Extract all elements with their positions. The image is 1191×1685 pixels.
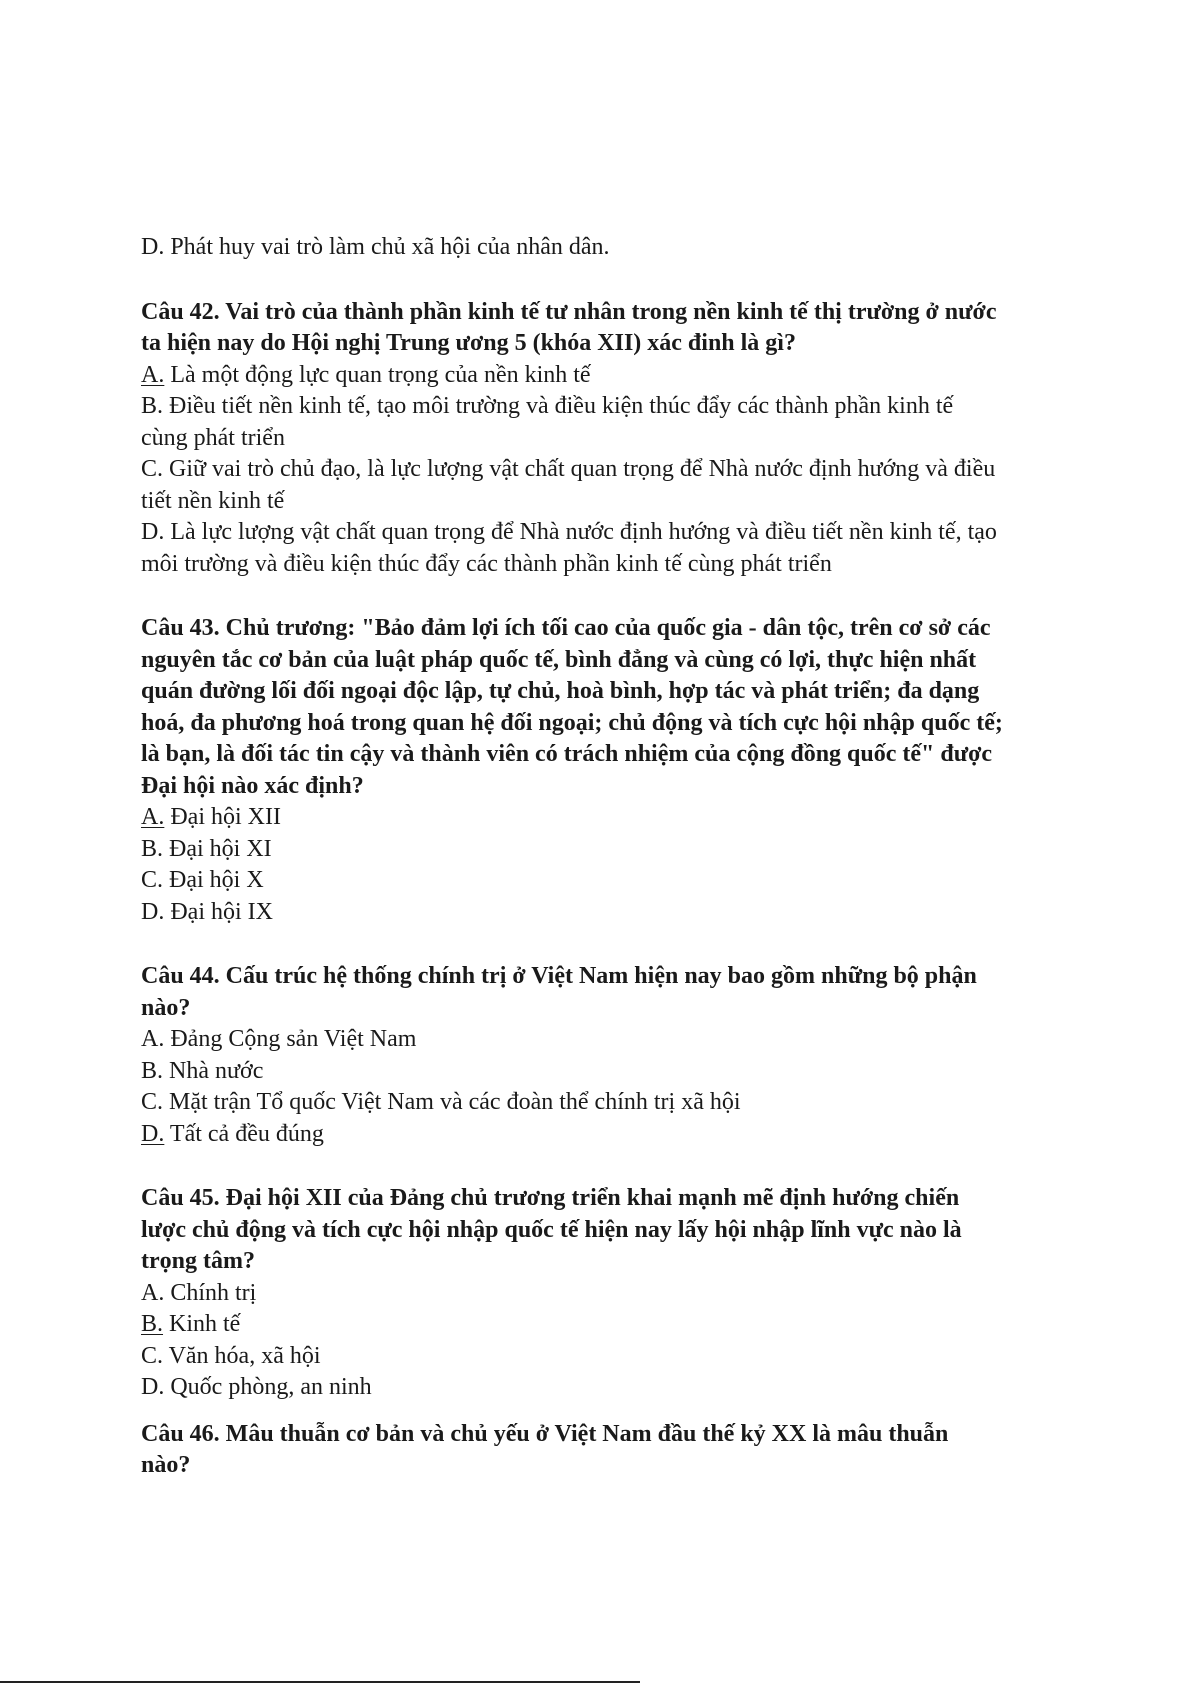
option-text: Tất cả đều đúng xyxy=(164,1120,324,1147)
question-title-line: Câu 44. Cấu trúc hệ thống chính trị ở Việt Nam hiện nay bao gồm những bộ phận xyxy=(141,963,977,989)
option-d: D. Đại hội IX xyxy=(141,898,273,925)
option-text: Đại hội XII xyxy=(164,804,281,830)
option-a: A. Đảng Cộng sản Việt Nam xyxy=(141,1026,417,1052)
question-title-line: ta hiện nay do Hội nghị Trung ương 5 (khóa XII) xác đinh là gì? xyxy=(141,330,796,356)
question-title-line: Câu 45. Đại hội XII của Đảng chủ trương triển khai mạnh mẽ định hướng chiến xyxy=(141,1185,960,1211)
option-a xyxy=(141,802,1061,834)
spacer xyxy=(141,580,1061,613)
option-b xyxy=(141,1309,1061,1341)
spacer xyxy=(141,264,1061,297)
option-b-line: B. Điều tiết nền kinh tế, tạo môi trường và điều kiện thúc đẩy các thành phần kinh tế xyxy=(141,393,954,419)
question-title-line: trọng tâm? xyxy=(141,1248,255,1274)
correct-answer-letter: D. xyxy=(141,1120,165,1147)
option-text: Là một động lực quan trọng của nền kinh tế xyxy=(164,361,591,388)
correct-answer-letter: B. xyxy=(141,1311,164,1337)
option-a: A. Chính trị xyxy=(141,1279,257,1306)
spacer xyxy=(141,1404,1061,1419)
spacer xyxy=(141,1150,1061,1183)
question-45 xyxy=(141,1183,1061,1404)
option-b: B. Đại hội XI xyxy=(141,835,272,862)
question-title-line: nào? xyxy=(141,994,191,1021)
question-title-line: Câu 42. Vai trò của thành phần kinh tế tư nhân trong nền kinh tế thị trường ở nước xyxy=(141,298,997,325)
option-b: B. Nhà nước xyxy=(141,1057,264,1084)
option-d xyxy=(141,1119,1061,1151)
question-title-line: lược chủ động và tích cực hội nhập quốc tế hiện nay lấy hội nhập lĩnh vực nào là xyxy=(141,1216,962,1243)
spacer xyxy=(141,928,1061,961)
question-43 xyxy=(141,613,1061,928)
correct-answer-letter: A. xyxy=(141,804,165,830)
question-46 xyxy=(141,1419,1061,1482)
question-title-line: hoá, đa phương hoá trong quan hệ đối ngoại; chủ động và tích cực hội nhập quốc tế; xyxy=(141,709,1003,736)
option-d-line: môi trường và điều kiện thúc đẩy các thành phần kinh tế cùng phát triển xyxy=(141,550,832,577)
option-d-line: D. Là lực lượng vật chất quan trọng để Nhà nước định hướng và điều tiết nền kinh tế, tạo xyxy=(141,519,997,545)
option-text: Kinh tế xyxy=(163,1311,241,1337)
question-title-line: Đại hội nào xác định? xyxy=(141,772,364,799)
option-c-line: C. Giữ vai trò chủ đạo, là lực lượng vật chất quan trọng để Nhà nước định hướng và điều xyxy=(141,456,996,482)
question-title-line: là bạn, là đối tác tin cậy và thành viên có trách nhiệm của cộng đồng quốc tế" được xyxy=(141,741,993,767)
option-d: D. Quốc phòng, an ninh xyxy=(141,1374,372,1400)
question-title-line: nguyên tắc cơ bản của luật pháp quốc tế, bình đẳng và cùng có lợi, thực hiện nhất xyxy=(141,646,977,673)
option-c: C. Văn hóa, xã hội xyxy=(141,1342,321,1369)
document-page xyxy=(141,232,1061,1482)
question-title-line: Câu 43. Chủ trương: "Bảo đảm lợi ích tối cao của quốc gia - dân tộc, trên cơ sở các xyxy=(141,615,991,641)
option-b-line: cùng phát triển xyxy=(141,424,285,451)
correct-answer-letter: A. xyxy=(141,361,165,388)
option-c: C. Đại hội X xyxy=(141,867,264,893)
option-c: C. Mặt trận Tổ quốc Việt Nam và các đoàn thể chính trị xã hội xyxy=(141,1089,741,1115)
option-c-line: tiết nền kinh tế xyxy=(141,487,285,514)
footer-rule-segment xyxy=(598,1681,638,1683)
question-title-line: nào? xyxy=(141,1452,191,1478)
question-44 xyxy=(141,961,1061,1150)
question-title-line: quán đường lối đối ngoại độc lập, tự chủ, hoà bình, hợp tác và phát triển; đa dạng xyxy=(141,678,980,704)
question-42 xyxy=(141,297,1061,581)
option-a xyxy=(141,360,1061,392)
prev-question-option-d: D. Phát huy vai trò làm chủ xã hội của nhân dân. xyxy=(141,234,610,260)
footer-rule xyxy=(0,1681,640,1683)
question-title-line: Câu 46. Mâu thuẫn cơ bản và chủ yếu ở Việt Nam đầu thế kỷ XX là mâu thuẫn xyxy=(141,1420,949,1447)
